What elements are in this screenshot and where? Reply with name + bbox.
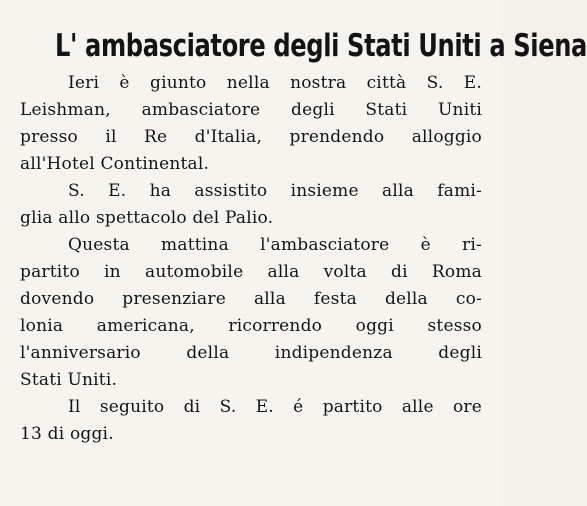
text-line: Stati Uniti. (20, 370, 118, 390)
article-body (20, 70, 482, 448)
text-line: Il seguito di S. E. é partito alle ore (68, 397, 482, 417)
text-line: l'anniversario della indipendenza degli (20, 343, 482, 363)
headline: L' ambasciatore degli Stati Uniti a Siena (55, 28, 587, 64)
text-line: 13 di oggi. (20, 424, 114, 444)
text-line: all'Hotel Continental. (20, 154, 210, 174)
paragraph-1 (20, 70, 482, 178)
paragraph-2 (20, 178, 482, 232)
text-line: S. E. ha assistito insieme alla fami- (68, 181, 482, 201)
paragraph-4 (20, 394, 482, 448)
text-line: Questa mattina l'ambasciatore è ri- (68, 235, 482, 255)
text-line: glia allo spettacolo del Palio. (20, 208, 274, 228)
paragraph-3 (20, 232, 482, 394)
text-line: partito in automobile alla volta di Roma (20, 262, 482, 282)
text-line: Leishman, ambasciatore degli Stati Uniti (20, 100, 482, 120)
text-line: presso il Re d'Italia, prendendo alloggio (20, 127, 482, 147)
text-line: dovendo presenziare alla festa della co- (20, 289, 482, 309)
text-line: lonia americana, ricorrendo oggi stesso (20, 316, 482, 336)
text-line: Ieri è giunto nella nostra città S. E. (68, 73, 482, 93)
